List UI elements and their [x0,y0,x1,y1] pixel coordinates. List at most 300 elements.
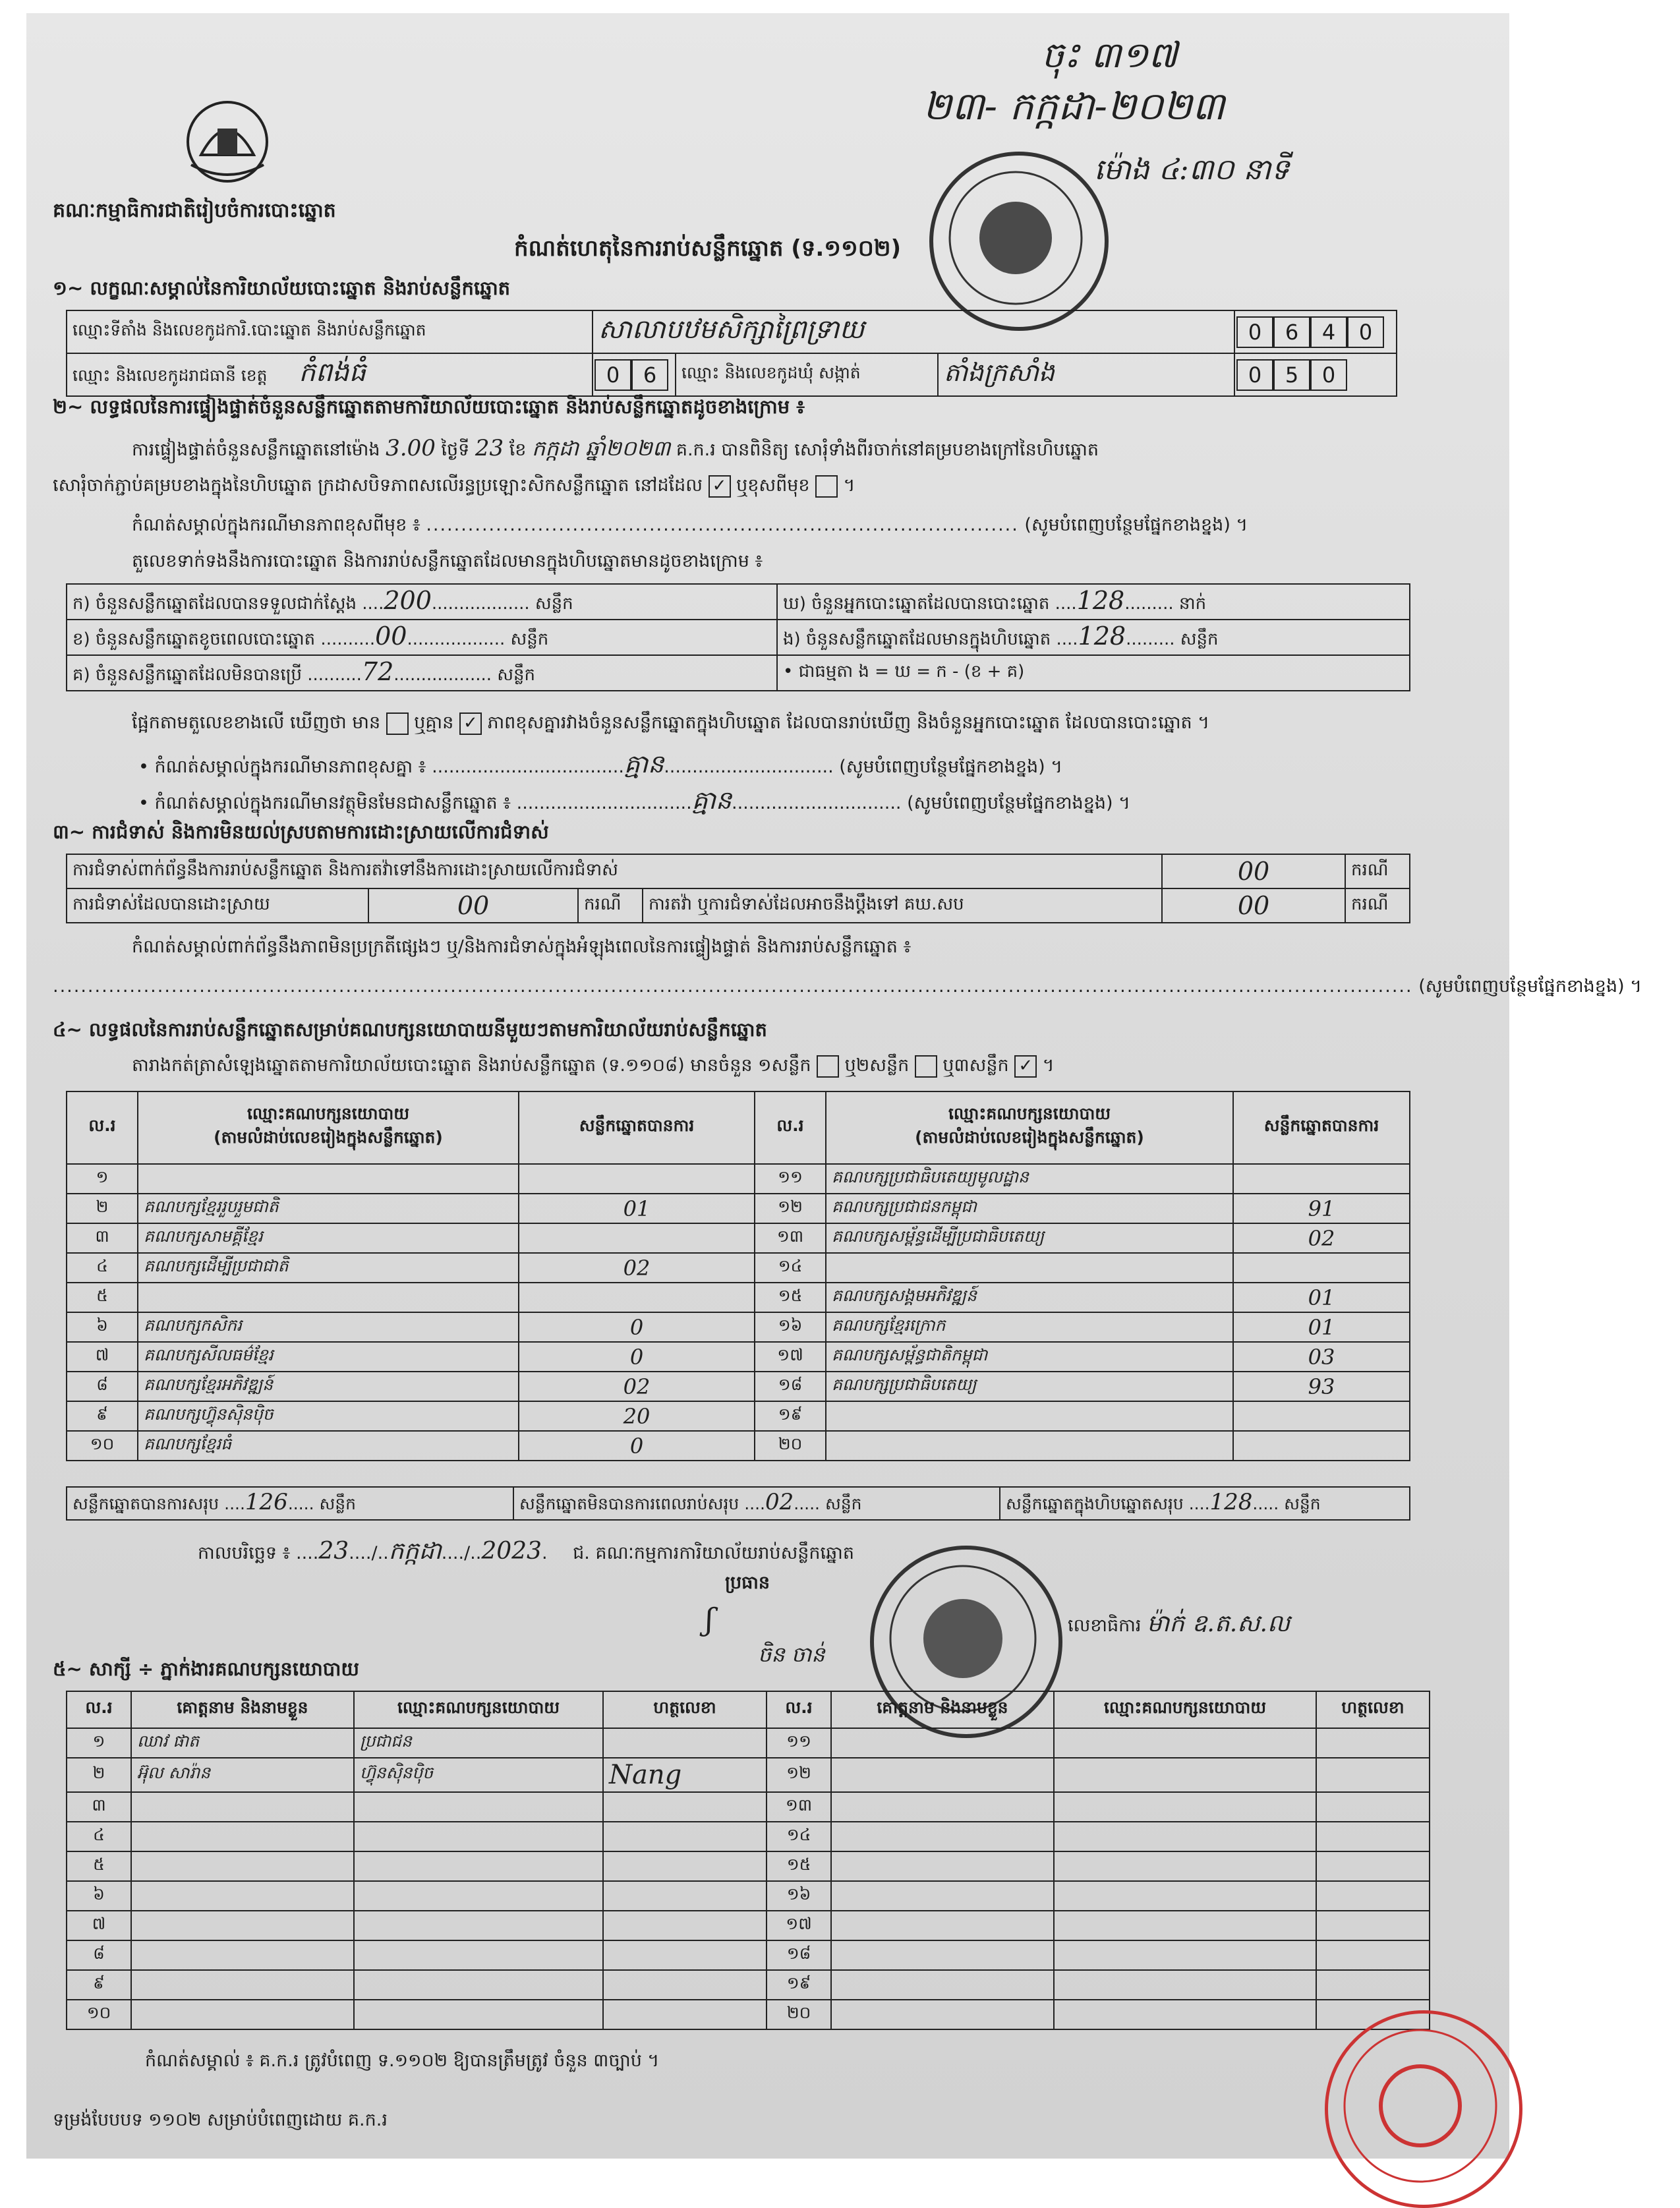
row-no: ១៨ [767,1940,831,1970]
bullet-difference: • កំណត់សម្គាល់ក្នុងករណីមានភាពខុសគ្នា ៖ ..................................គ្មាន.............................. (សូមបំពេញបន្ថែមផ្នែកខាងខ្នង) ។ [138,749,1063,778]
date-month: កក្កដា [388,1538,442,1565]
code-digit: 5 [1273,359,1310,391]
three-sheet-checkbox[interactable]: ✓ [1014,1055,1037,1078]
red-official-stamp [1325,2010,1522,2208]
party-name: គណបក្សប្រជាធិបតេយ្យ [826,1372,1233,1401]
table-row [67,1431,1410,1461]
party-votes: 91 [1233,1194,1410,1223]
witness-name [831,1728,1054,1758]
row-no: ១៦ [755,1312,826,1342]
date-year: 2023 [481,1538,542,1565]
witness-name [131,1970,354,2000]
text: ខែ [509,440,527,460]
witness-party [1054,1728,1316,1758]
row-no: ១០ [67,2000,131,2029]
party-votes: 03 [1233,1342,1410,1372]
secretary-line [1068,1608,1290,1643]
text: គ.ក.រ បានពិនិត្យ សោរុំទាំងពីរចាក់នៅគម្របខាងក្រៅនៃហិបឆ្នោត [676,440,1099,460]
code-digit: 0 [1310,359,1347,391]
witness-party [354,1970,603,2000]
row-no: ១៥ [767,1851,831,1881]
president-name: ចិន ចាន់ [758,1642,825,1667]
text: សន្លឹកឆ្នោតមិនបានការពេលរាប់សរុប [519,1494,739,1513]
witness-signature [603,1792,767,1822]
two-sheet-checkbox[interactable] [915,1055,937,1078]
verify-day: 23 [475,435,504,461]
party-name [826,1431,1233,1461]
row-no: ៥ [67,1283,138,1312]
row-no: ២០ [767,2000,831,2029]
witness-name [131,1940,354,1970]
difference-yes-checkbox[interactable] [386,712,409,735]
text: កាលបរិច្ឆេទ ៖ [198,1543,291,1563]
witness-name [131,1822,354,1851]
text: (សូមបំពេញបន្ថែមផ្នែកខាងខ្នង) ។ [1024,515,1248,535]
text: ការផ្ទៀងផ្ទាត់ចំនួនសន្លឹកឆ្នោតនៅម៉ោង [132,440,380,460]
party-name: គណបក្សខ្មែរអភិវឌ្ឍន៍ [138,1372,519,1401]
total-box-value: 128 [1209,1489,1253,1515]
col-no: ល.រ [67,1691,131,1728]
unit: ករណី [1345,854,1410,888]
row-ngo: ង) ចំនួនសន្លឹកឆ្នោតដែលមានក្នុងហិបឆ្នោត ....128......... សន្លឹក [777,620,1410,655]
text: ឃ) ចំនួនអ្នកបោះឆ្នោតដែលបានបោះឆ្នោត [783,594,1050,614]
commune-label: ឈ្មោះ និងលេខកូដឃុំ សង្កាត់ [676,353,938,396]
value-kha: 00 [375,622,407,651]
table-row [67,2000,1430,2029]
witness-party [354,1911,603,1940]
party-name: គណបក្សសម្ព័ន្ធជាតិកម្ពុជា [826,1342,1233,1372]
witness-party [354,1792,603,1822]
row-no: ៤ [67,1253,138,1283]
party-votes: 20 [519,1401,755,1431]
col-votes: សន្លឹកឆ្នោតបានការ [519,1091,755,1164]
witness-signature [603,2000,767,2029]
witness-signature [1316,1822,1430,1851]
table-row [67,1792,1430,1822]
party-votes: 01 [519,1194,755,1223]
text: ផ្អែកតាមតួលេខខាងលើ ឃើញថា មាន [132,712,381,733]
party-votes: 01 [1233,1312,1410,1342]
results-table [66,1091,1410,1461]
president-signature: ʃ [705,1602,714,1637]
totals-row [66,1486,1410,1521]
table-intro: តួលេខទាក់ទងនឹងការបោះឆ្នោត និងការរាប់សន្លឹកឆ្នោតដែលមានក្នុងហិបឆ្នោតមានដូចខាងក្រោម ៖ [132,551,763,571]
witness-signature [1316,1881,1430,1911]
row-no: ១២ [755,1194,826,1223]
table-row [67,1758,1430,1792]
table-row [67,1401,1410,1431]
bullet1-value: គ្មាន [623,749,664,778]
col-sign: ហត្ថលេខា [1316,1691,1430,1728]
witness-signature [603,1728,767,1758]
code-digit: 4 [1310,316,1347,348]
row-no: ៩ [67,1970,131,2000]
text: ថ្ងៃទី [441,440,470,460]
witness-signature [1316,1911,1430,1940]
witness-signature [1316,1728,1430,1758]
party-name [826,1401,1233,1431]
witness-name: អ៊ុល សារ៉ាន [131,1758,354,1792]
section-1-heading: ១~ លក្ខណៈសម្គាល់នៃការិយាល័យបោះឆ្នោត និងរាប់សន្លឹកឆ្នោត [53,277,511,299]
row-no: ១៤ [755,1253,826,1283]
seal-sentence: សោរុំចាក់ភ្ជាប់គម្របខាងក្នុងនៃហិបឆ្នោត ក្រដាសបិទភាពសលើរន្ធប្រឡោះសិកសន្លឹកឆ្នោត នៅដដែល ✓ ឬខុសពីមុខ ។ [53,475,855,500]
date-line: កាលបរិច្ឆេទ ៖ ....23..../..កក្កដា..../..2023. ជ. គណៈកម្មការការិយាល័យរាប់សន្លឹកឆ្នោត [198,1538,854,1565]
text: (សូមបំពេញបន្ថែមផ្នែកខាងខ្នង) ។ [839,757,1063,777]
witness-signature [1316,1940,1430,1970]
text: សន្លឹកឆ្នោតបានការសរុប [72,1494,219,1513]
location-label: ឈ្មោះទីតាំង និងលេខកូដការិ.បោះឆ្នោត និងរាប់សន្លឹកឆ្នោត [67,310,593,353]
party-votes [519,1223,755,1253]
witness-signature [1316,1792,1430,1822]
location-code [1234,310,1397,353]
registration-time: ម៉ោង ៤:៣០ នាទី [1094,153,1290,187]
province-label-text: ឈ្មោះ និងលេខកូដរាជធានី ខេត្ត [72,366,268,385]
witness-name [831,1792,1054,1822]
col-party: ឈ្មោះគណបក្សនយោបាយ [1054,1691,1316,1728]
col-party [826,1091,1233,1164]
row-ka: ក) ចំនួនសន្លឹកឆ្នោតដែលបានទទួលជាក់ស្តែង ....200.................. សន្លឹក [67,584,777,620]
party-name [138,1164,519,1194]
row-no: ២ [67,1758,131,1792]
row-no: ១១ [755,1164,826,1194]
resolved-label: ការជំទាស់ដែលបានដោះស្រាយ [67,888,368,923]
witness-name [831,1911,1054,1940]
verify-time: 3.00 [386,435,436,461]
one-sheet-checkbox[interactable] [817,1055,839,1078]
party-name: គណបក្សដើម្បីប្រជាជាតិ [138,1253,519,1283]
table-row [67,1283,1410,1312]
province-value: កំពង់ធំ [299,357,366,388]
difference-sentence [132,712,1209,738]
text: តារាងកត់ត្រាសំឡេងឆ្នោតតាមការិយាល័យបោះឆ្នោត និងរាប់សន្លឹកឆ្នោត (ទ.១១០៨) មានចំនួន ១សន្លឹក [132,1055,811,1076]
row-no: ៣ [67,1223,138,1253]
col-votes: សន្លឹកឆ្នោតបានការ [1233,1091,1410,1164]
note-line: កំណត់សម្គាល់ក្នុងករណីមានភាពខុសពីមុខ ៖ ..................................................................................... (សូមបំពេញបន្ថែមផ្នែកខាងខ្នង) ។ [132,515,1248,535]
unit: នាក់ [1178,594,1207,614]
text: ឬគ្មាន [414,712,454,733]
form-footer: ទម្រង់បែបបទ ១១០២ សម្រាប់បំពេញដោយ គ.ក.រ [53,2110,388,2130]
text: (សូមបំពេញបន្ថែមផ្នែកខាងខ្នង) ។ [1418,976,1642,997]
table-row [67,1911,1430,1940]
table-row [67,1881,1430,1911]
commune-code [1234,353,1397,396]
section-4-heading: ៤~ លទ្ធផលនៃការរាប់សន្លឹកឆ្នោតសម្រាប់គណបក្សនយោបាយនីមួយៗតាមការិយាល័យរាប់សន្លឹកឆ្នោត [53,1018,767,1041]
registration-date: ២៣- កក្កដា-២០២៣ [923,84,1225,129]
row-no: ១ [67,1728,131,1758]
row-no: ៦ [67,1881,131,1911]
unit: សន្លឹក [510,629,549,649]
resolved-value: 00 [368,888,578,923]
col-name: គោត្តនាម និងនាមខ្លួន [831,1691,1054,1728]
appeal-label: ការតវ៉ា ឬការជំទាស់ដែលអាចនឹងប្តឹងទៅ គឃ.សប [643,888,1162,923]
text: ឬខុសពីមុខ [736,475,810,496]
text: (តាមលំដាប់លេខរៀងក្នុងសន្លឹកឆ្នោត) [214,1128,443,1147]
intact-checkbox[interactable]: ✓ [709,475,731,498]
witness-name [131,1792,354,1822]
witness-signature [1316,1970,1430,2000]
col-party: ឈ្មោះគណបក្សនយោបាយ [354,1691,603,1728]
text: • កំណត់សម្គាល់ក្នុងករណីមានវត្ថុមិនមែនជាសន្លឹកឆ្នោត ៖ [138,793,511,813]
party-votes [519,1164,755,1194]
president-label: ប្រធាន [725,1573,770,1593]
witness-party [354,1881,603,1911]
witness-name [831,1758,1054,1792]
party-votes [1233,1164,1410,1194]
row-no: ១៩ [767,1970,831,2000]
value-ngo: 128 [1078,622,1126,651]
province-code [593,353,676,396]
witness-party [1054,1940,1316,1970]
emblem-icon [1328,2014,1513,2198]
text: • កំណត់សម្គាល់ក្នុងករណីមានភាពខុសគ្នា ៖ [138,757,426,777]
col-no: ល.រ [767,1691,831,1728]
witness-name [831,1940,1054,1970]
form-title: កំណត់ហេតុនៃការរាប់សន្លឹកឆ្នោត (ទ.១១០២) [514,235,902,262]
unit: សន្លឹក [319,1494,357,1513]
unit: សន្លឹក [497,665,536,685]
table-row [67,1822,1430,1851]
witness-signature [1316,1851,1430,1881]
col-name: គោត្តនាម និងនាមខ្លួន [131,1691,354,1728]
text: ឈ្មោះគណបក្សនយោបាយ [246,1104,410,1123]
ballot-count-table [66,583,1410,691]
unit: ករណី [578,888,643,923]
party-votes: 02 [519,1372,755,1401]
party-votes [1233,1431,1410,1461]
row-no: ៧ [67,1342,138,1372]
text: សោរុំចាក់ភ្ជាប់គម្របខាងក្នុងនៃហិបឆ្នោត ក្រដាសបិទភាពសលើរន្ធប្រឡោះសិកសន្លឹកឆ្នោត នៅដដែល [53,475,703,496]
witness-name [131,2000,354,2029]
table-row [67,1223,1410,1253]
witness-party [1054,1822,1316,1851]
row-no: ៥ [67,1851,131,1881]
value-ko: 72 [361,657,394,686]
text: គ) ចំនួនសន្លឹកឆ្នោតដែលមិនបានប្រើ [72,665,302,685]
party-name [826,1253,1233,1283]
registration-number: ចុះ ៣១៧ [1041,34,1178,76]
irregularity-note: កំណត់សម្គាល់ពាក់ព័ន្ធនឹងភាពមិនប្រក្រតីផ្សេងៗ ឬ/និងការជំទាស់ក្នុងអំឡុងពេលនៃការផ្ទៀងផ្ទាត់ និងការរាប់សន្លឹកឆ្នោត ៖ [132,937,912,957]
witness-signature [603,1911,767,1940]
text: ង) ចំនួនសន្លឹកឆ្នោតដែលមានក្នុងហិបឆ្នោត [783,629,1051,649]
total-invalid-value: 02 [765,1489,794,1515]
formula: • ជាធម្មតា ង = ឃ = ក - (ខ + គ) [777,655,1410,691]
row-no: ៨ [67,1940,131,1970]
unit: សន្លឹក [1284,1494,1321,1513]
party-votes: 0 [519,1431,755,1461]
row-no: ១០ [67,1431,138,1461]
table-row [67,1164,1410,1194]
row-ko: គ) ចំនួនសន្លឹកឆ្នោតដែលមិនបានប្រើ ..........72.................. សន្លឹក [67,655,777,691]
table-row [67,1342,1410,1372]
code-digit: 0 [1347,316,1384,348]
table-row [67,1372,1410,1401]
table-row [67,1312,1410,1342]
row-no: ១៧ [767,1911,831,1940]
secretary-name: ម៉ាក់ ឧ.ត.ស.ល [1147,1610,1290,1637]
witness-name [131,1911,354,1940]
section-2-heading: ២~ លទ្ធផលនៃការផ្ទៀងផ្ទាត់ចំនួនសន្លឹកឆ្នោតតាមការិយាល័យបោះឆ្នោត និងរាប់សន្លឹកឆ្នោតដូចខាងក្រោម ៖ [53,395,805,418]
unit: សន្លឹក [1180,629,1219,649]
witness-name [131,1881,354,1911]
receipt-stamp [929,152,1109,331]
row-no: ៣ [67,1792,131,1822]
date-day: 23 [318,1538,349,1565]
text: ឬ៣សន្លឹក [942,1055,1009,1076]
text: ខ) ចំនួនសន្លឹកឆ្នោតខូចពេលបោះឆ្នោត [72,629,316,649]
code-digit: 0 [594,359,631,391]
witness-signature [603,1970,767,2000]
row-no: ១៧ [755,1342,826,1372]
commune-value: តាំងក្រសាំង [938,353,1234,396]
appeal-value: 00 [1162,888,1345,923]
irregularity-line: ................................................................................................................................................................................................... (សូមបំពេញបន្ថែមផ្នែកខាងខ្នង) ។ [53,976,1642,997]
witness-party [1054,1970,1316,2000]
table-row [67,1970,1430,2000]
text: ឈ្មោះគណបក្សនយោបាយ [948,1104,1111,1123]
verify-month: កក្កដា ឆ្នាំ២០២៣ [532,436,671,461]
committee-name: គណៈកម្មាធិការជាតិរៀបចំការបោះឆ្នោត [53,199,336,222]
witness-signature [603,1851,767,1881]
row-no: ១ [67,1164,138,1194]
witness-party [354,1940,603,1970]
party-name: គណបក្សសម្ព័ន្ធដើម្បីប្រជាធិបតេយ្យ [826,1223,1233,1253]
table-row [67,1194,1410,1223]
witness-signature [1316,1758,1430,1792]
party-name: គណបក្សសីលធម៌ខ្មែរ [138,1342,519,1372]
row-no: ២ [67,1194,138,1223]
row-no: ១៥ [755,1283,826,1312]
location-table [66,310,1397,397]
party-name [138,1283,519,1312]
party-votes [1233,1253,1410,1283]
witness-party [1054,2000,1316,2029]
code-digit: 0 [1236,316,1273,348]
footer-note: កំណត់សម្គាល់ ៖ គ.ក.រ ត្រូវបំពេញ ទ.១១០២ ឱ្យបានត្រឹមត្រូវ ចំនួន ៣ច្បាប់ ។ [145,2050,660,2071]
code-digit: 6 [631,359,668,391]
row-no: ១១ [767,1728,831,1758]
witness-name [831,2000,1054,2029]
table-row [67,1940,1430,1970]
value-ka: 200 [384,586,432,615]
code-digit: 0 [1236,359,1273,391]
witness-party: ប្រជាជន [354,1728,603,1758]
party-name: គណបក្សខ្មែរធំ [138,1431,519,1461]
text: ភាពខុសគ្នារវាងចំនួនសន្លឹកឆ្នោតក្នុងហិបឆ្នោត ដែលបានរាប់ឃើញ និងចំនួនអ្នកបោះឆ្នោត ដែលបានបោះឆ្នោត ។ [487,712,1210,733]
verification-sentence [132,435,1099,466]
witness-party: ហ៊្វុនស៊ិនប៉ិច [354,1758,603,1792]
unit: ករណី [1345,888,1410,923]
row-no: ១៦ [767,1881,831,1911]
total-invalid: សន្លឹកឆ្នោតមិនបានការពេលរាប់សរុប ....02..... សន្លឹក [513,1487,1000,1520]
objection-table [66,854,1410,923]
witness-name [831,1970,1054,2000]
party-votes [1233,1401,1410,1431]
witness-party [1054,1758,1316,1792]
location-value: សាលាបឋមសិក្សាព្រៃទ្រាយ [593,310,1234,353]
col-sign: ហត្ថលេខា [603,1691,767,1728]
objection-label: ការជំទាស់ពាក់ព័ន្ធនឹងការរាប់សន្លឹកឆ្នោត និងការតវ៉ាទៅនឹងការដោះស្រាយលើការជំទាស់ [67,854,1162,888]
row-kha: ខ) ចំនួនសន្លឹកឆ្នោតខូចពេលបោះឆ្នោត ..........00.................. សន្លឹក [67,620,777,655]
witness-party [354,2000,603,2029]
objection-value: 00 [1162,854,1345,888]
row-no: ១២ [767,1758,831,1792]
total-valid: សន្លឹកឆ្នោតបានការសរុប ....126..... សន្លឹក [67,1487,513,1520]
text: លេខាធិការ [1068,1615,1142,1636]
row-no: ៧ [67,1911,131,1940]
witness-party [1054,1851,1316,1881]
witness-signature [603,1822,767,1851]
row-kho: ឃ) ចំនួនអ្នកបោះឆ្នោតដែលបានបោះឆ្នោត ....128......... នាក់ [777,584,1410,620]
unit: សន្លឹក [825,1494,862,1513]
bullet2-value: គ្មាន [691,786,732,815]
text: (សូមបំពេញបន្ថែមផ្នែកខាងខ្នង) ។ [907,793,1130,813]
party-votes: 0 [519,1312,755,1342]
row-no: ៨ [67,1372,138,1401]
witness-name: ឈាវ ផាត [131,1728,354,1758]
table-row [67,1253,1410,1283]
bullet-foreign-object: • កំណត់សម្គាល់ក្នុងករណីមានវត្ថុមិនមែនជាសន្លឹកឆ្នោត ៖ ...............................គ្មាន.............................. (សូមបំពេញបន្ថែមផ្នែកខាងខ្នង) ។ [138,786,1130,815]
table-row [67,1851,1430,1881]
party-votes: 02 [1233,1223,1410,1253]
party-name: គណបក្សប្រជាធិបតេយ្យមូលដ្ឋាន [826,1164,1233,1194]
section-3-heading: ៣~ ការជំទាស់ និងការមិនយល់ស្របតាមការដោះស្រាយលើការជំទាស់ [53,821,549,843]
code-digit: 6 [1273,316,1310,348]
party-votes: 01 [1233,1283,1410,1312]
text: កំណត់សម្គាល់ក្នុងករណីមានភាពខុសពីមុខ ៖ [132,515,420,535]
row-no: ៩ [67,1401,138,1431]
value-kho: 128 [1076,586,1125,615]
witness-table [66,1691,1430,2030]
changed-checkbox[interactable] [815,475,838,498]
witness-signature [603,1881,767,1911]
row-no: ៤ [67,1822,131,1851]
witness-name [831,1822,1054,1851]
col-party [138,1091,519,1164]
province-label [67,353,593,396]
row-no: ១៨ [755,1372,826,1401]
party-votes: 0 [519,1342,755,1372]
row-no: ១៤ [767,1822,831,1851]
party-name: គណបក្សខ្មែរក្រោក [826,1312,1233,1342]
text: សន្លឹកឆ្នោតក្នុងហិបឆ្នោតសរុប [1006,1494,1184,1513]
col-no: ល.រ [67,1091,138,1164]
total-valid-value: 126 [245,1489,288,1515]
witness-party [1054,1911,1316,1940]
row-no: ៦ [67,1312,138,1342]
unit: សន្លឹក [535,594,573,614]
emblem-icon [933,156,1098,320]
national-emblem-logo [178,92,277,191]
row-no: ១៣ [755,1223,826,1253]
witness-name [831,1851,1054,1881]
witness-party [1054,1881,1316,1911]
witness-name [131,1851,354,1881]
difference-no-checkbox[interactable]: ✓ [459,712,482,735]
witness-signature: Nang [603,1758,767,1792]
text: ជ. គណៈកម្មការការិយាល័យរាប់សន្លឹកឆ្នោត [573,1543,854,1563]
row-no: ១៩ [755,1401,826,1431]
party-name: គណបក្សខ្មែររួបរួមជាតិ [138,1194,519,1223]
table-row [67,1728,1430,1758]
party-votes: 93 [1233,1372,1410,1401]
text: ឬ២សន្លឹក [844,1055,910,1076]
row-no: ២០ [755,1431,826,1461]
row-no: ១៣ [767,1792,831,1822]
col-no: ល.រ [755,1091,826,1164]
tally-sheet-sentence: តារាងកត់ត្រាសំឡេងឆ្នោតតាមការិយាល័យបោះឆ្នោត និងរាប់សន្លឹកឆ្នោត (ទ.១១០៨) មានចំនួន ១សន្លឹក ឬ២សន្លឹក ឬ៣សន្លឹក ✓ ។ [132,1055,1055,1080]
witness-name [831,1881,1054,1911]
witness-party [354,1822,603,1851]
